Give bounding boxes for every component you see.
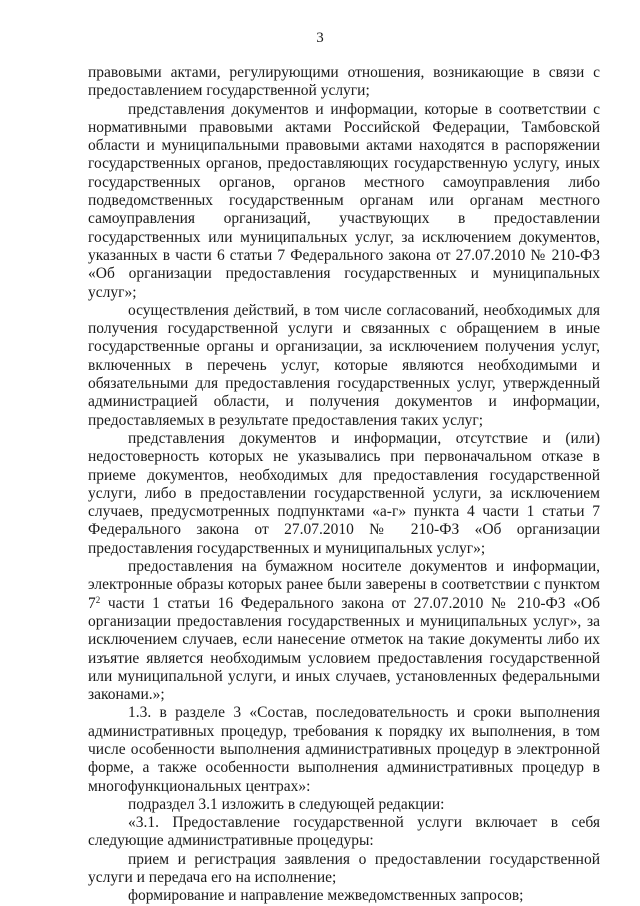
paragraph-reception-registration: прием и регистрация заявления о предоставлении государственной услуги и передача его на исполнение;: [88, 850, 600, 887]
paragraph-subsection-3-1: подраздел 3.1 изложить в следующей редакции:: [128, 795, 445, 813]
page-number: 3: [316, 30, 324, 46]
paragraph-section-1-3: 1.3. в разделе 3 «Состав, последовательность и сроки выполнения административных процедур, требования к порядку их выполнения, в том числе особенности выполнения административных процедур в электронной форме, а также особенности выполнения административных процедур в многофункциональных центрах»:: [88, 704, 600, 795]
paragraph-actions-approvals: осуществления действий, в том числе согласований, необходимых для получения государственной услуги и связанных с обращением в иные государственные органы и организации, за исключением получения услуг, включенных в перечень услуг, которые являются необходимыми и обязательными для предоставления государственных услуг, утвержденный администрацией области, и получения документов и информации, предоставляемых в результате предоставления таких услуг;: [88, 301, 600, 429]
paragraph-interagency-requests: формирование и направление межведомственных запросов;: [128, 887, 524, 905]
paragraph-documents-in-possession: представления документов и информации, которые в соответствии с нормативными правовыми актами Российской Федерации, Тамбовской области и муниципальными правовыми актами находятся в распоряжении государственных органов, предоставляющих государственную услугу, иных государственных органов, органов местного самоуправления либо подведомственных государственным органам или органам местного самоуправления организаций, участвующих в предоставлении государственных или муниципальных услуг, за исключением документов, указанных в части 6 статьи 7 Федерального закона от 27.07.2010 № 210-ФЗ «Об организации предоставления государственных и муниципальных услуг»;: [88, 100, 600, 301]
superscript-2: 2: [95, 594, 101, 605]
paragraph-3-1-procedures: «3.1. Предоставление государственной услуги включает в себя следующие административные процедуры:: [88, 814, 600, 850]
paragraph-continuation: правовыми актами, регулирующими отношения, возникающие в связи с предоставлением государственной услуги;: [88, 64, 600, 100]
paragraph-paper-documents-part1: предоставления на бумажном носителе документов и информации, электронные образы которых ранее были заверены в соответствии с пунктом 7: [88, 558, 600, 612]
paragraph-paper-documents-part2: части 1 статьи 16 Федерального закона от 27.07.2010 № 210-ФЗ «Об организации предоставления государственных и муниципальных услуг», за исключением случаев, если нанесение отметок на такие документы либо их изъятие является необходимым условием предоставления государственной или муниципальной услуги, и иных случаев, установленных федеральными законами.»;: [88, 594, 600, 704]
paragraph-documents-not-indicated: представления документов и информации, отсутствие и (или) недостоверность которых не указывались при первоначальном отказе в приеме документов, необходимых для предоставления государственной услуги, либо в предоставлении государственной услуги, за исключением случаев, предусмотренных подпунктами «а-г» пункта 4 части 1 статьи 7 Федерального закона от 27.07.2010 № 210-ФЗ «Об организации предоставления государственных и муниципальных услуг»;: [88, 429, 600, 557]
paragraph-paper-documents: [88, 558, 600, 704]
document-body: [88, 64, 600, 906]
